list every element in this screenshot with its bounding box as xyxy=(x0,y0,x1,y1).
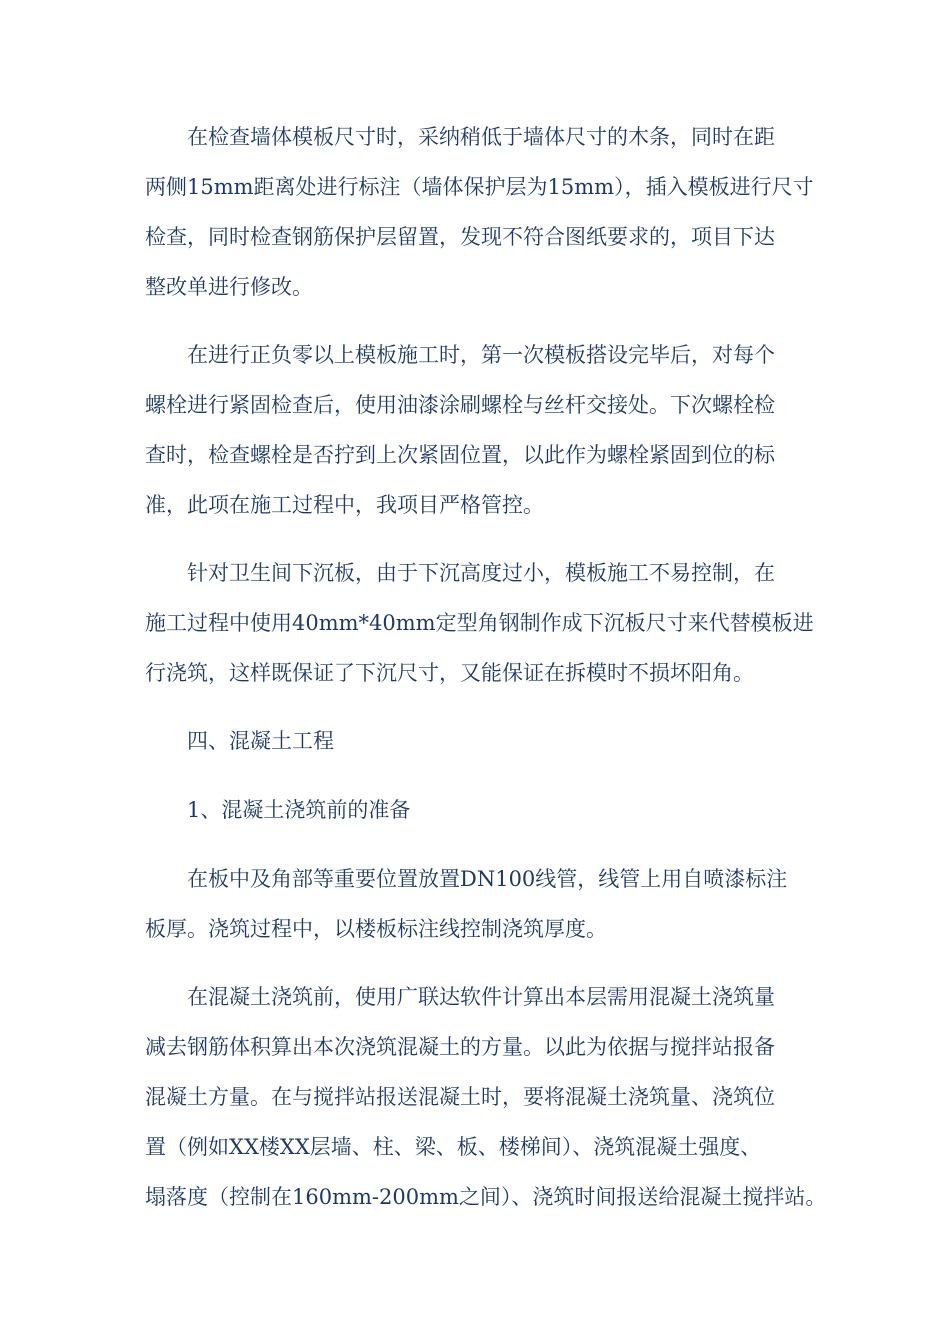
text-line: 螺栓进行紧固检查后，使用油漆涂刷螺栓与丝杆交接处。下次螺栓检 xyxy=(145,393,775,417)
paragraph-formwork-size-check xyxy=(145,112,814,312)
text-line: 准，此项在施工过程中，我项目严格管控。 xyxy=(145,493,544,517)
text-line: 针对卫生间下沉板，由于下沉高度过小，模板施工不易控制，在 xyxy=(187,561,775,585)
paragraph-concrete-volume xyxy=(145,972,827,1222)
text-line: 板厚。浇筑过程中，以楼板标注线控制浇筑厚度。 xyxy=(145,917,607,941)
text-line: 在检查墙体模板尺寸时，采纳稍低于墙体尺寸的木条，同时在距 xyxy=(187,125,775,149)
paragraph-sunken-slab xyxy=(145,548,814,698)
paragraph-bolt-check xyxy=(145,330,805,530)
text-line: 置（例如XX楼XX层墙、柱、梁、板、楼梯间）、浇筑混凝土强度、 xyxy=(145,1135,762,1159)
text-line: 在进行正负零以上模板施工时，第一次模板搭设完毕后，对每个 xyxy=(187,343,775,367)
text-line: 在板中及角部等重要位置放置DN100线管，线管上用自喷漆标注 xyxy=(187,867,788,891)
text-line: 整改单进行修改。 xyxy=(145,275,313,299)
text-line: 在混凝土浇筑前，使用广联达软件计算出本层需用混凝土浇筑量 xyxy=(187,985,775,1009)
paragraph-pipe-marking xyxy=(145,854,805,954)
text-line: 检查，同时检查钢筋保护层留置，发现不符合图纸要求的，项目下达 xyxy=(145,225,775,249)
text-line: 查时，检查螺栓是否拧到上次紧固位置，以此作为螺栓紧固到位的标 xyxy=(145,443,775,467)
text-line: 施工过程中使用40mm*40mm定型角钢制作成下沉板尺寸来代替模板进 xyxy=(145,611,814,635)
text-line: 塌落度（控制在160mm-200mm之间）、浇筑时间报送给混凝土搅拌站。 xyxy=(145,1185,827,1209)
text-line: 混凝土方量。在与搅拌站报送混凝土时，要将混凝土浇筑量、浇筑位 xyxy=(145,1085,775,1109)
text-line: 行浇筑，这样既保证了下沉尺寸，又能保证在拆模时不损坏阳角。 xyxy=(145,661,754,685)
subsection-heading: 1、混凝土浇筑前的准备 xyxy=(187,798,411,822)
section-heading: 四、混凝土工程 xyxy=(187,729,334,753)
text-line: 两侧15mm距离处进行标注（墙体保护层为15mm），插入模板进行尺寸 xyxy=(145,175,814,199)
text-line: 减去钢筋体积算出本次浇筑混凝土的方量。以此为依据与搅拌站报备 xyxy=(145,1035,775,1059)
